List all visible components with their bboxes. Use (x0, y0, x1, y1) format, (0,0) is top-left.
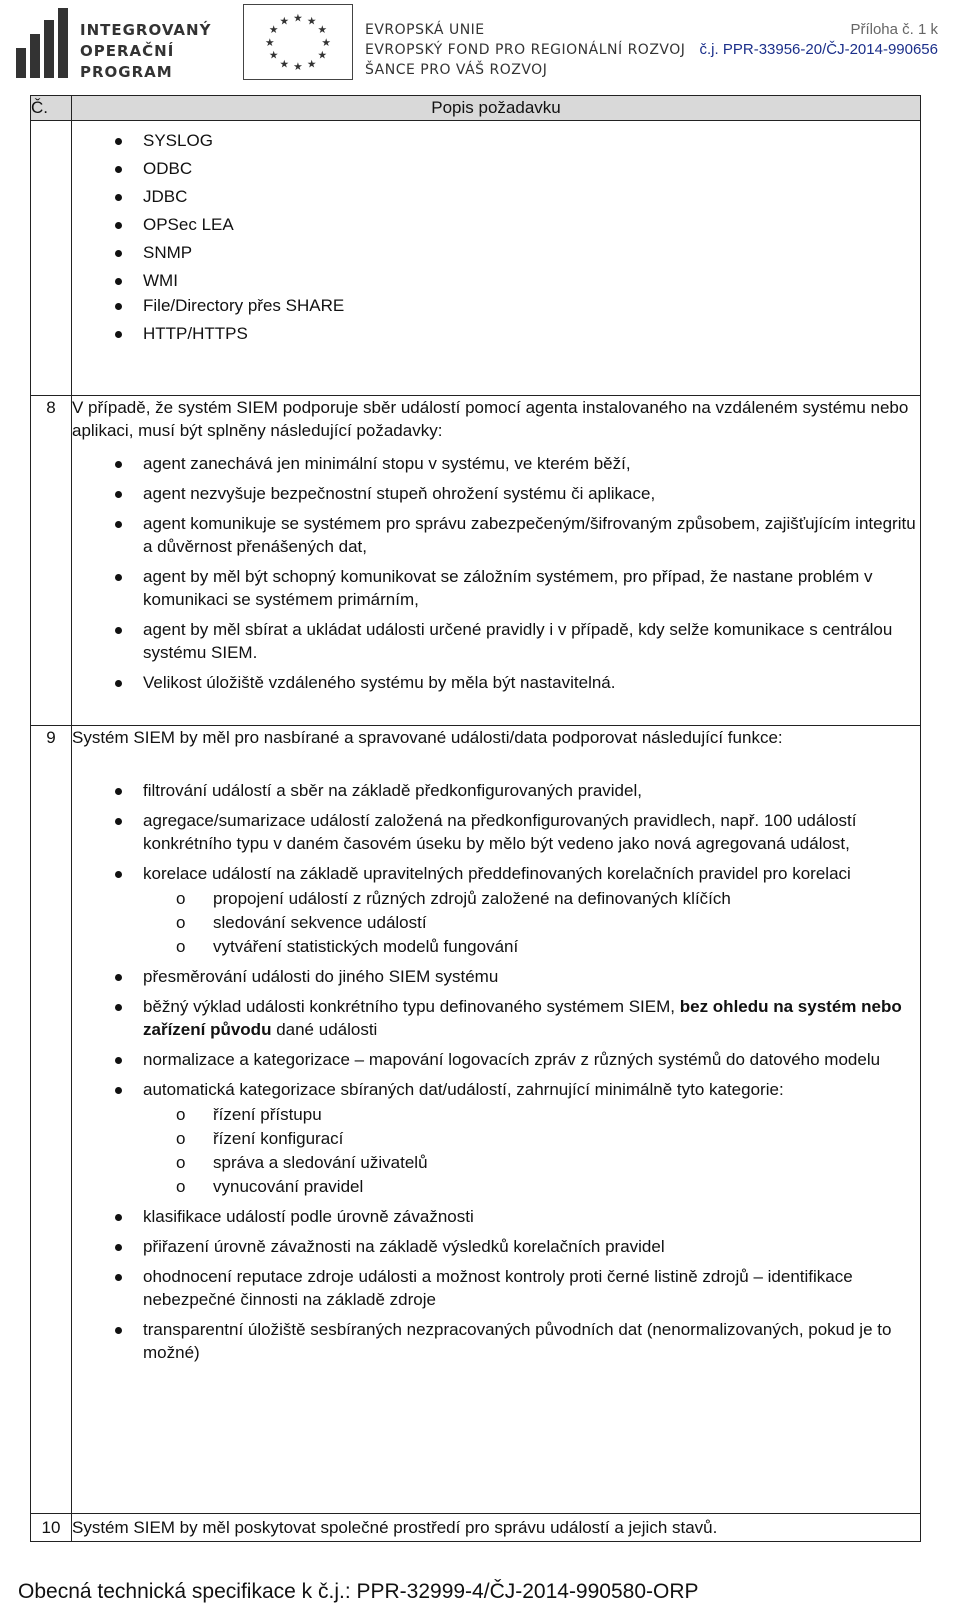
list-item: ohodnocení reputace zdroje události a možnost kontroly proti černé listině zdrojů – identifikace nebezpečné činnosti na základě zdroje (72, 1265, 920, 1311)
list-item: SYSLOG (72, 129, 920, 152)
categories-sublist (143, 1103, 920, 1198)
table-row-continued (31, 121, 921, 396)
list-item (72, 862, 920, 958)
list-item: OPSec LEA (72, 213, 920, 236)
iop-line-1: INTEGROVANÝ (80, 21, 212, 39)
list-item: WMI (72, 269, 920, 292)
eu-line-3: ŠANCE PRO VÁŠ ROZVOJ (365, 62, 548, 78)
list-item: agent by měl být schopný komunikovat se záložním systémem, pro případ, že nastane problém v komunikaci se systémem primárním, (72, 565, 920, 611)
row-number: 10 (31, 1514, 72, 1542)
svg-text:★: ★ (306, 14, 317, 28)
row-number: 9 (31, 726, 72, 1514)
row-intro: Systém SIEM by měl pro nasbírané a spravované události/data podporovat následující funkce: (72, 728, 783, 747)
svg-text:★: ★ (321, 35, 332, 49)
requirements-table (30, 95, 921, 1542)
iop-logo-bars-icon (14, 6, 74, 82)
iop-line-2: OPERAČNÍ (80, 42, 175, 60)
list-item-text: automatická kategorizace sbíraných dat/událostí, zahrnující minimálně tyto kategorie: (143, 1080, 784, 1099)
sublist-item: o propojení událostí z různých zdrojů založené na definovaných klíčích (143, 887, 920, 910)
svg-text:★: ★ (279, 14, 290, 28)
list-item: agent by měl sbírat a ukládat události určené pravidly i v případě, kdy selže komunikace s centrálou systému SIEM. (72, 618, 920, 664)
list-item: klasifikace událostí podle úrovně závažnosti (72, 1205, 920, 1228)
list-item: filtrování událostí a sběr na základě předkonfigurovaných pravidel, (72, 779, 920, 802)
document-reference (700, 20, 938, 60)
list-item: normalizace a kategorizace – mapování logovacích zpráv z různých systémů do datového modelu (72, 1048, 920, 1071)
row-intro: V případě, že systém SIEM podporuje sběr událostí pomocí agenta instalovaného na vzdáleném systému nebo aplikaci, musí být splněny následující požadavky: (72, 398, 909, 440)
eu-line-1: EVROPSKÁ UNIE (365, 22, 485, 38)
eu-line-2: EVROPSKÝ FOND PRO REGIONÁLNÍ ROZVOJ (365, 42, 686, 58)
list-item-text: korelace událostí na základě upravitelných předdefinovaných korelačních pravidel pro korelaci (143, 864, 851, 883)
iop-line-3: PROGRAM (80, 63, 173, 81)
list-item-text-end: dané události (271, 1020, 378, 1039)
siem-functions-list (72, 779, 920, 1364)
list-item: agent nezvyšuje bezpečnostní stupeň ohrožení systému či aplikace, (72, 482, 920, 505)
row-description (72, 396, 921, 726)
annex-label: Příloha č. 1 k (850, 21, 938, 38)
sublist-item: o řízení přístupu (143, 1103, 920, 1126)
list-item: agent komunikuje se systémem pro správu zabezpečeným/šifrovaným způsobem, zajišťujícím integritu a důvěrnost přenášených dat, (72, 512, 920, 558)
svg-text:★: ★ (268, 48, 279, 62)
svg-text:★: ★ (317, 23, 328, 37)
column-header-number: Č. (31, 96, 72, 121)
list-item (72, 1078, 920, 1198)
list-item: JDBC (72, 185, 920, 208)
sublist-item: o řízení konfigurací (143, 1127, 920, 1150)
list-item: agent zanechává jen minimální stopu v systému, ve kterém běží, (72, 452, 920, 475)
row-description: Systém SIEM by měl poskytovat společné prostředí pro správu událostí a jejich stavů. (72, 1514, 921, 1542)
eu-flag-icon (243, 4, 353, 80)
protocol-list (72, 129, 920, 345)
svg-text:★: ★ (293, 60, 303, 74)
iop-logo (14, 6, 214, 82)
table-row-8 (31, 396, 921, 726)
list-item: Velikost úložiště vzdáleného systému by měla být nastavitelná. (72, 671, 920, 694)
correlation-sublist (143, 887, 920, 958)
eu-logo-text (365, 20, 685, 80)
list-item-bold-text: bez ohledu na systém nebo zařízení původu (143, 997, 902, 1039)
row-description (72, 726, 921, 1514)
svg-text:★: ★ (268, 23, 279, 37)
list-item-text: běžný výklad události konkrétního typu definovaného systémem SIEM, (143, 997, 680, 1016)
sublist-item: o vytváření statistických modelů fungování (143, 935, 920, 958)
reference-number: č.j. PPR-33956-20/ČJ-2014-990656 (699, 41, 938, 58)
sublist-item: o sledování sekvence událostí (143, 911, 920, 934)
svg-text:★: ★ (279, 57, 290, 71)
row-description (72, 121, 921, 396)
table-row-9 (31, 726, 921, 1514)
list-item: SNMP (72, 241, 920, 264)
sublist-item: o vynucování pravidel (143, 1175, 920, 1198)
table-header-row (31, 96, 921, 121)
svg-text:★: ★ (317, 48, 328, 62)
sublist-item: o správa a sledování uživatelů (143, 1151, 920, 1174)
page-header (0, 0, 960, 92)
agent-requirements-list (72, 452, 920, 694)
list-item: transparentní úložiště sesbíraných nezpracovaných původních dat (nenormalizovaných, pokud je to možné) (72, 1318, 920, 1364)
list-item: ODBC (72, 157, 920, 180)
list-item: přesměrování události do jiného SIEM systému (72, 965, 920, 988)
list-item: File/Directory přes SHARE (72, 294, 920, 317)
row-number-empty (31, 121, 72, 396)
list-item: přiřazení úrovně závažnosti na základě výsledků korelačních pravidel (72, 1235, 920, 1258)
svg-text:★: ★ (306, 57, 317, 71)
column-header-description: Popis požadavku (72, 96, 921, 121)
svg-text:★: ★ (264, 35, 275, 49)
list-item (72, 995, 920, 1041)
svg-text:★: ★ (293, 11, 303, 25)
iop-logo-text (80, 20, 211, 83)
list-item: HTTP/HTTPS (72, 322, 920, 345)
list-item: agregace/sumarizace událostí založená na předkonfigurovaných pravidlech, např. 100 událostí konkrétního typu v daném časovém úseku by mělo být vedeno jako nová agregovaná událost, (72, 809, 920, 855)
row-number: 8 (31, 396, 72, 726)
page-footer: Obecná technická specifikace k č.j.: PPR-32999-4/ČJ-2014-990580-ORP (18, 1580, 699, 1603)
table-row-10 (31, 1514, 921, 1542)
